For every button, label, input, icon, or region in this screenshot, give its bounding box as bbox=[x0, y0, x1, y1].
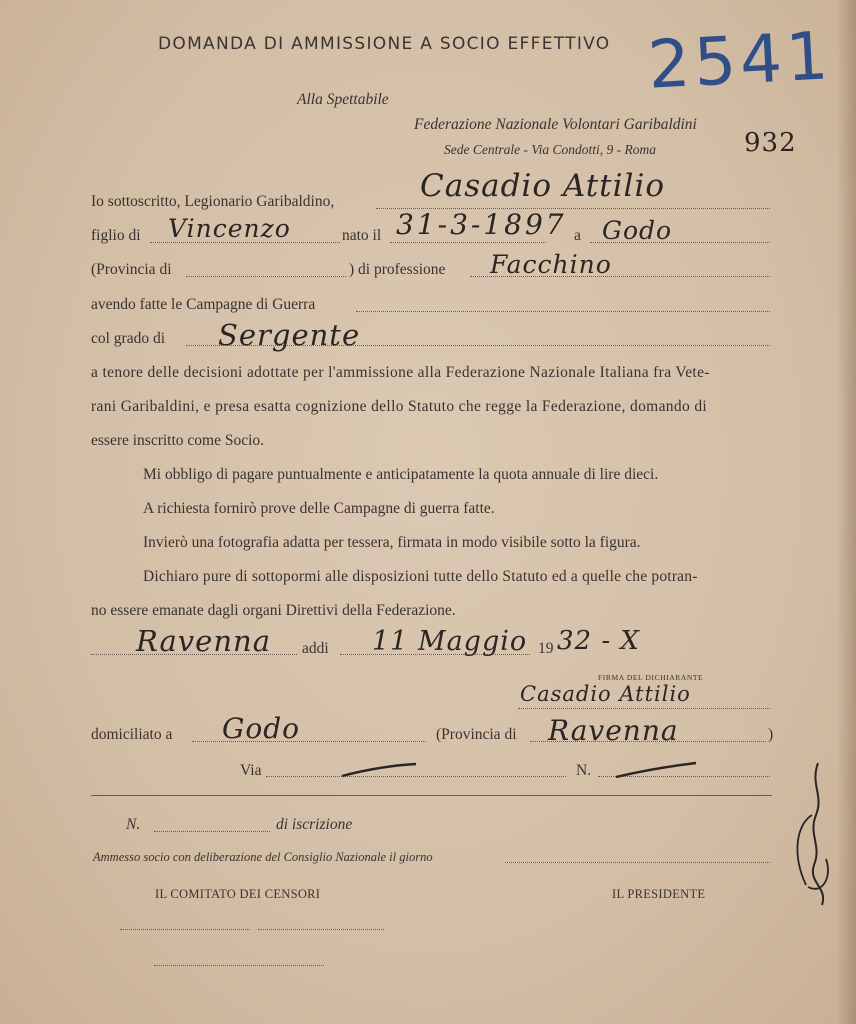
address-line-2: Federazione Nazionale Volontari Garibaldini bbox=[414, 116, 697, 133]
label-president: IL PRESIDENTE bbox=[612, 887, 706, 901]
paper-edge-shadow bbox=[836, 0, 856, 1024]
label-province: (Provincia di bbox=[91, 261, 172, 278]
label-rank: col grado di bbox=[91, 330, 166, 347]
year-suffix: 32 - X bbox=[557, 626, 640, 656]
label-campaigns: avendo fatte le Campagne di Guerra bbox=[91, 296, 316, 313]
label-registration: di iscrizione bbox=[276, 816, 353, 833]
paragraph-1-line-1: a tenore delle decisioni adottate per l'ammissione alla Federazione Nazionale Italiana fra Vete- bbox=[91, 364, 710, 381]
profession: Facchino bbox=[490, 250, 612, 279]
margin-signature-mark bbox=[788, 755, 838, 915]
paragraph-3: A richiesta fornirò prove delle Campagne di guerra fatte. bbox=[143, 500, 495, 517]
label-profession: ) di professione bbox=[349, 261, 446, 278]
form-title: DOMANDA DI AMMISSIONE A SOCIO EFFETTIVO bbox=[158, 34, 611, 54]
paragraph-5-line-1: Dichiaro pure di sottopormi alle disposizioni tutte dello Statuto ed a quelle che potran- bbox=[143, 568, 698, 585]
address-line-3: Sede Centrale - Via Condotti, 9 - Roma bbox=[444, 142, 656, 157]
label-province-2: (Provincia di bbox=[436, 726, 517, 743]
secondary-number: 932 bbox=[744, 128, 797, 158]
label-committee: IL COMITATO DEI CENSORI bbox=[155, 887, 321, 901]
label-born: nato il bbox=[342, 227, 382, 244]
label-signature: FIRMA DEL DICHIARANTE bbox=[598, 673, 704, 682]
label-admitted: Ammesso socio con deliberazione del Consiglio Nazionale il giorno bbox=[93, 850, 433, 864]
label-office-n: N. bbox=[126, 816, 141, 833]
paragraph-1-line-2: rani Garibaldini, e presa esatta cognizione dello Statuto che regge la Federazione, domando di bbox=[91, 398, 708, 415]
paragraph-1-line-3: essere inscritto come Socio. bbox=[91, 432, 265, 449]
date-day-month: 11 Maggio bbox=[372, 626, 528, 657]
address-line-1: Alla Spettabile bbox=[297, 91, 389, 108]
label-domiciled: domiciliato a bbox=[91, 726, 173, 743]
place: Ravenna bbox=[136, 624, 271, 658]
paragraph-4: Invierò una fotografia adatta per tessera, firmata in modo visibile sotto la figura. bbox=[143, 534, 641, 551]
birth-place: Godo bbox=[602, 216, 673, 245]
label-via: Via bbox=[240, 762, 262, 779]
birth-date: 31-3-1897 bbox=[396, 208, 567, 241]
label-son-of: figlio di bbox=[91, 227, 141, 244]
label-number: N. bbox=[576, 762, 592, 779]
rank: Sergente bbox=[218, 318, 361, 352]
applicant-name: Casadio Attilio bbox=[420, 168, 666, 204]
label-undersigned: Io sottoscritto, Legionario Garibaldino, bbox=[91, 193, 335, 210]
via-dash-mark bbox=[340, 760, 420, 780]
paragraph-2: Mi obbligo di pagare puntualmente e anticipatamente la quota annuale di lire dieci. bbox=[143, 466, 659, 483]
province-2: Ravenna bbox=[548, 714, 679, 747]
paragraph-5-line-2: no essere emanate dagli organi Direttivi della Federazione. bbox=[91, 602, 456, 619]
label-addi: addi bbox=[302, 640, 329, 657]
domicile: Godo bbox=[222, 712, 301, 745]
label-year-prefix: 19 bbox=[538, 640, 554, 657]
registry-number: 2541 bbox=[646, 17, 834, 104]
number-dash-mark bbox=[614, 760, 700, 780]
father-name: Vincenzo bbox=[168, 214, 291, 243]
label-close-paren: ) bbox=[768, 726, 774, 743]
label-at: a bbox=[574, 227, 581, 244]
signature: Casadio Attilio bbox=[520, 682, 691, 706]
